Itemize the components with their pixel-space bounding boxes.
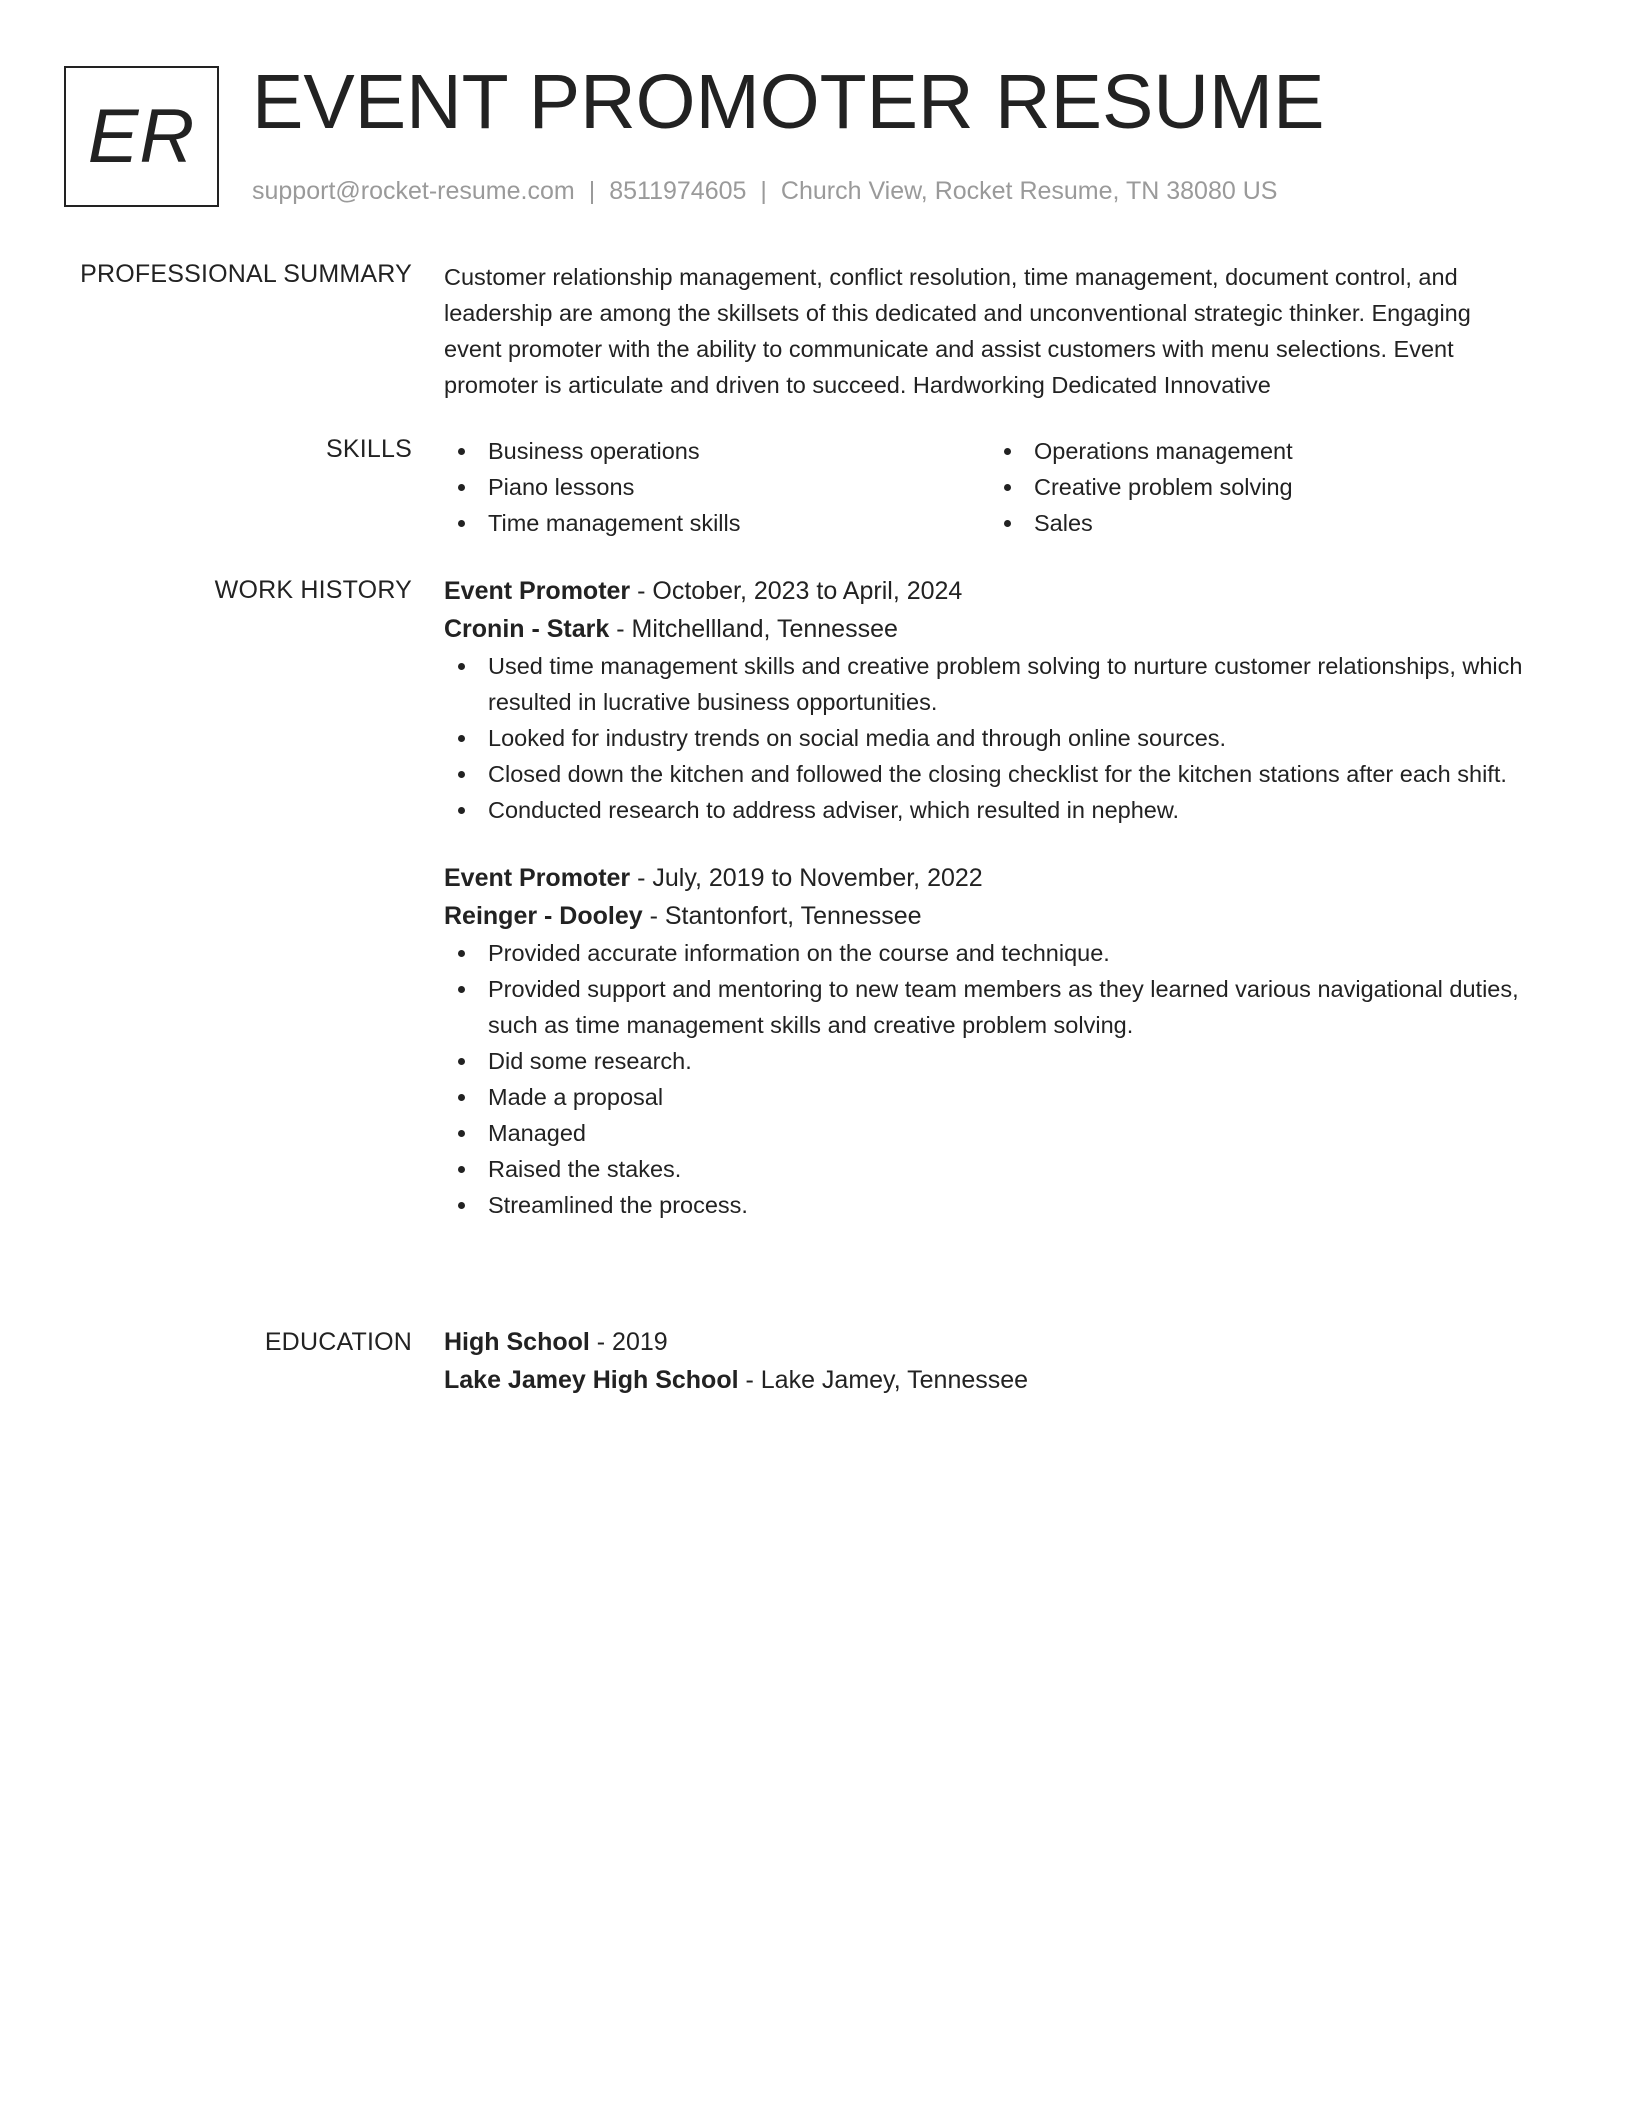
- job-title: Event Promoter: [444, 864, 631, 892]
- job-title-line: [444, 859, 1534, 897]
- monogram-badge: [64, 66, 219, 207]
- job-bullet-list: [444, 648, 1534, 828]
- job-location: - Mitchellland, Tennessee: [609, 615, 898, 643]
- education-body: [444, 1323, 1534, 1399]
- job-bullet: [444, 1151, 1534, 1187]
- job-company-line: [444, 610, 1534, 648]
- job-company-line: [444, 897, 1534, 935]
- bullet-dot: [458, 735, 465, 742]
- skill-text: Operations management: [1034, 438, 1293, 464]
- work-history-body: [444, 572, 1534, 1223]
- job-bullet: [444, 792, 1534, 828]
- bullet-dot: [1004, 448, 1011, 455]
- bullet-dot: [458, 1058, 465, 1065]
- job-company: Reinger - Dooley: [444, 902, 643, 930]
- job-title: Event Promoter: [444, 577, 631, 605]
- section-label-education: EDUCATION: [264, 1328, 412, 1356]
- skill-item: [990, 469, 1536, 505]
- bullet-dot: [458, 1166, 465, 1173]
- skill-item: [990, 505, 1536, 541]
- skills-list-right: [990, 433, 1536, 541]
- skills-body: [444, 433, 1534, 541]
- skills-grid: [444, 433, 1534, 541]
- skill-text: Creative problem solving: [1034, 474, 1293, 500]
- contact-line: [252, 174, 1277, 208]
- skill-item: [444, 433, 990, 469]
- job-bullet: [444, 935, 1534, 971]
- skill-item: [990, 433, 1536, 469]
- skills-list-left: [444, 433, 990, 541]
- job-bullet-text: Used time management skills and creative problem solving to nurture customer relationships, which resulted in lucrative business opportunities.: [488, 653, 1523, 715]
- job-bullet: [444, 1079, 1534, 1115]
- skill-text: Sales: [1034, 510, 1093, 536]
- job-bullet-text: Provided accurate information on the course and technique.: [488, 940, 1110, 966]
- section-label-skills: SKILLS: [326, 435, 412, 463]
- bullet-dot: [458, 807, 465, 814]
- education-year: - 2019: [589, 1328, 668, 1356]
- job-entry: [444, 572, 1534, 828]
- job-bullet: [444, 1115, 1534, 1151]
- bullet-dot: [458, 484, 465, 491]
- education-location: - Lake Jamey, Tennessee: [738, 1366, 1029, 1394]
- bullet-dot: [458, 950, 465, 957]
- job-bullet-text: Did some research.: [488, 1048, 692, 1074]
- education-school-line: [444, 1361, 1534, 1399]
- job-bullet-text: Managed: [488, 1120, 586, 1146]
- job-bullet-list: [444, 935, 1534, 1223]
- job-title-line: [444, 572, 1534, 610]
- skill-item: [444, 505, 990, 541]
- job-bullet-text: Conducted research to address adviser, which resulted in nephew.: [488, 797, 1180, 823]
- job-bullet: [444, 720, 1534, 756]
- contact-address: Church View, Rocket Resume, TN 38080 US: [780, 177, 1278, 205]
- job-location: - Stantonfort, Tennessee: [642, 902, 922, 930]
- job-bullet-text: Looked for industry trends on social media and through online sources.: [488, 725, 1227, 751]
- bullet-dot: [458, 448, 465, 455]
- bullet-dot: [458, 520, 465, 527]
- skill-text: Time management skills: [488, 510, 741, 536]
- summary-body: [444, 259, 1534, 403]
- job-bullet: [444, 971, 1534, 1043]
- job-entry: [444, 859, 1534, 1223]
- skill-text: Business operations: [488, 438, 700, 464]
- bullet-dot: [458, 663, 465, 670]
- job-bullet-text: Raised the stakes.: [488, 1156, 682, 1182]
- summary-text: Customer relationship management, conflict resolution, time management, document control, and leadership are among the skillsets of this dedicated and unconventional strategic thinker. Engaging event promoter with the ability to communicate and assist customers with menu selections. Event promoter is articulate and driven to succeed. Hardworking Dedicated Innovative: [444, 264, 1471, 398]
- bullet-dot: [458, 1202, 465, 1209]
- bullet-dot: [458, 1130, 465, 1137]
- job-bullet-text: Streamlined the process.: [488, 1192, 748, 1218]
- contact-phone: 8511974605: [609, 177, 747, 205]
- contact-separator: |: [588, 177, 596, 205]
- job-company: Cronin - Stark: [444, 615, 610, 643]
- job-bullet: [444, 756, 1534, 792]
- job-bullet: [444, 648, 1534, 720]
- bullet-dot: [1004, 484, 1011, 491]
- job-bullet-text: Closed down the kitchen and followed the closing checklist for the kitchen stations after each shift.: [488, 761, 1507, 787]
- job-dates: - October, 2023 to April, 2024: [630, 577, 963, 605]
- bullet-dot: [1004, 520, 1011, 527]
- resume-title: EVENT PROMOTER RESUME: [252, 59, 1325, 145]
- contact-separator: |: [760, 177, 767, 205]
- bullet-dot: [458, 986, 465, 993]
- job-dates: - July, 2019 to November, 2022: [630, 864, 983, 892]
- job-bullet-text: Provided support and mentoring to new team members as they learned various navigational duties, such as time management skills and creative problem solving.: [488, 976, 1519, 1038]
- section-label-summary: PROFESSIONAL SUMMARY: [80, 260, 412, 288]
- job-bullet-text: Made a proposal: [488, 1084, 664, 1110]
- monogram-initials: ER: [87, 94, 196, 179]
- job-bullet: [444, 1187, 1534, 1223]
- bullet-dot: [458, 771, 465, 778]
- skill-item: [444, 469, 990, 505]
- education-degree-line: [444, 1323, 1534, 1361]
- bullet-dot: [458, 1094, 465, 1101]
- education-school: Lake Jamey High School: [444, 1366, 739, 1394]
- contact-email: support@rocket-resume.com: [252, 177, 575, 205]
- skill-text: Piano lessons: [488, 474, 635, 500]
- job-bullet: [444, 1043, 1534, 1079]
- section-label-work-history: WORK HISTORY: [214, 576, 412, 604]
- education-degree: High School: [444, 1328, 590, 1356]
